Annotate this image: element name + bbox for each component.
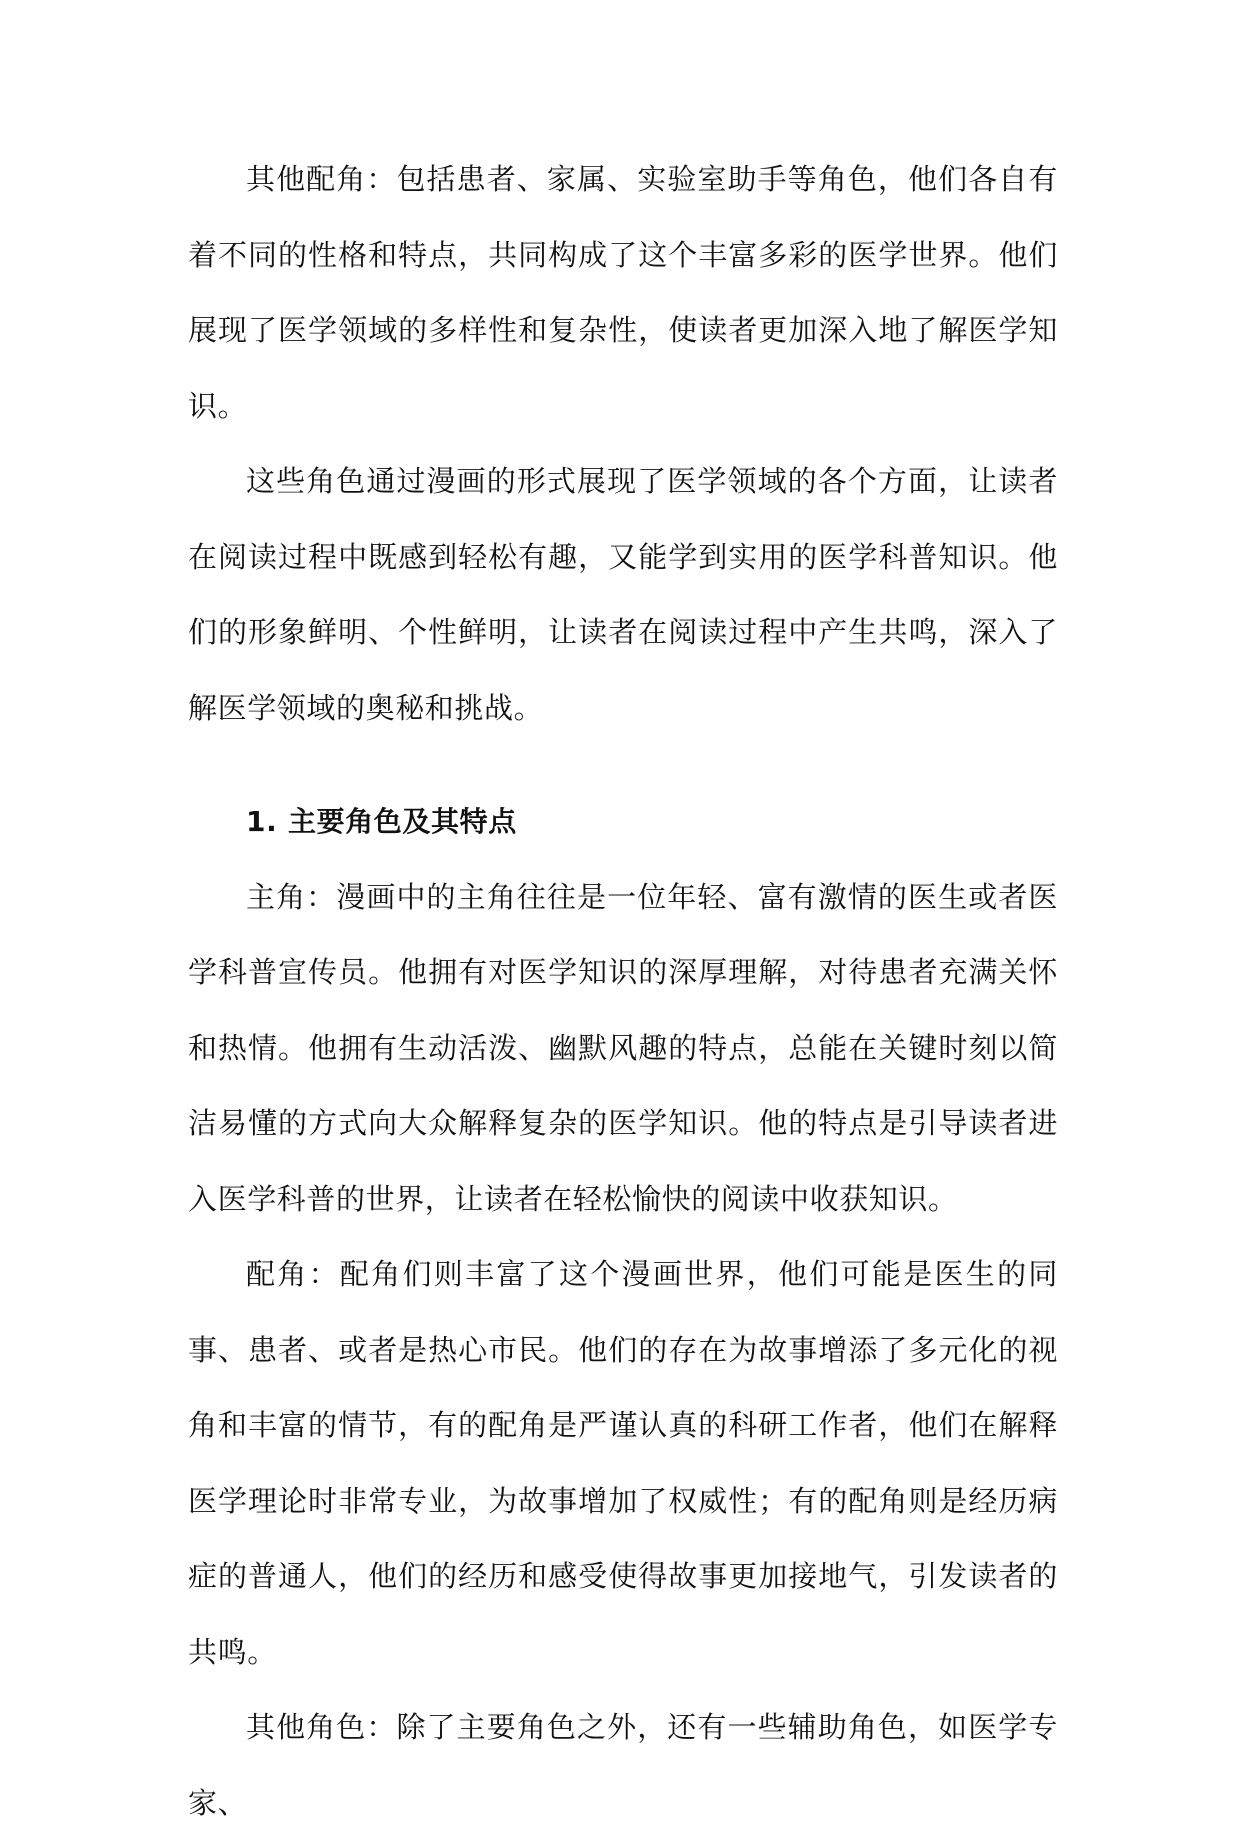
document-body	[188, 142, 1058, 1841]
paragraph-supporting-roles: 配角：配角们则丰富了这个漫画世界，他们可能是医生的同事、患者、或者是热心市民。他们的存在为故事增添了多元化的视角和丰富的情节，有的配角是严谨认真的科研工作者，他们在解释医学理论时非常专业，为故事增加了权威性；有的配角则是经历病症的普通人，他们的经历和感受使得故事更加接地气，引发读者的共鸣。	[188, 1257, 1058, 1669]
paragraph-roles-summary: 这些角色通过漫画的形式展现了医学领域的各个方面，让读者在阅读过程中既感到轻松有趣，又能学到实用的医学科普知识。他们的形象鲜明、个性鲜明，让读者在阅读过程中产生共鸣，深入了解医学领域的奥秘和挑战。	[188, 464, 1058, 725]
paragraph-other-supporting-roles: 其他配角：包括患者、家属、实验室助手等角色，他们各自有着不同的性格和特点，共同构成了这个丰富多彩的医学世界。他们展现了医学领域的多样性和复杂性，使读者更加深入地了解医学知识。	[188, 162, 1058, 423]
paragraph-other-roles: 其他角色：除了主要角色之外，还有一些辅助角色，如医学专家、	[188, 1710, 1058, 1820]
section-heading	[188, 784, 1058, 860]
section-number: 1.	[246, 805, 278, 838]
paragraph-protagonist: 主角：漫画中的主角往往是一位年轻、富有激情的医生或者医学科普宣传员。他拥有对医学知识的深厚理解，对待患者充满关怀和热情。他拥有生动活泼、幽默风趣的特点，总能在关键时刻以简洁易懂的方式向大众解释复杂的医学知识。他的特点是引导读者进入医学科普的世界，让读者在轻松愉快的阅读中收获知识。	[188, 879, 1058, 1216]
section-title: 主要角色及其特点	[288, 805, 517, 838]
